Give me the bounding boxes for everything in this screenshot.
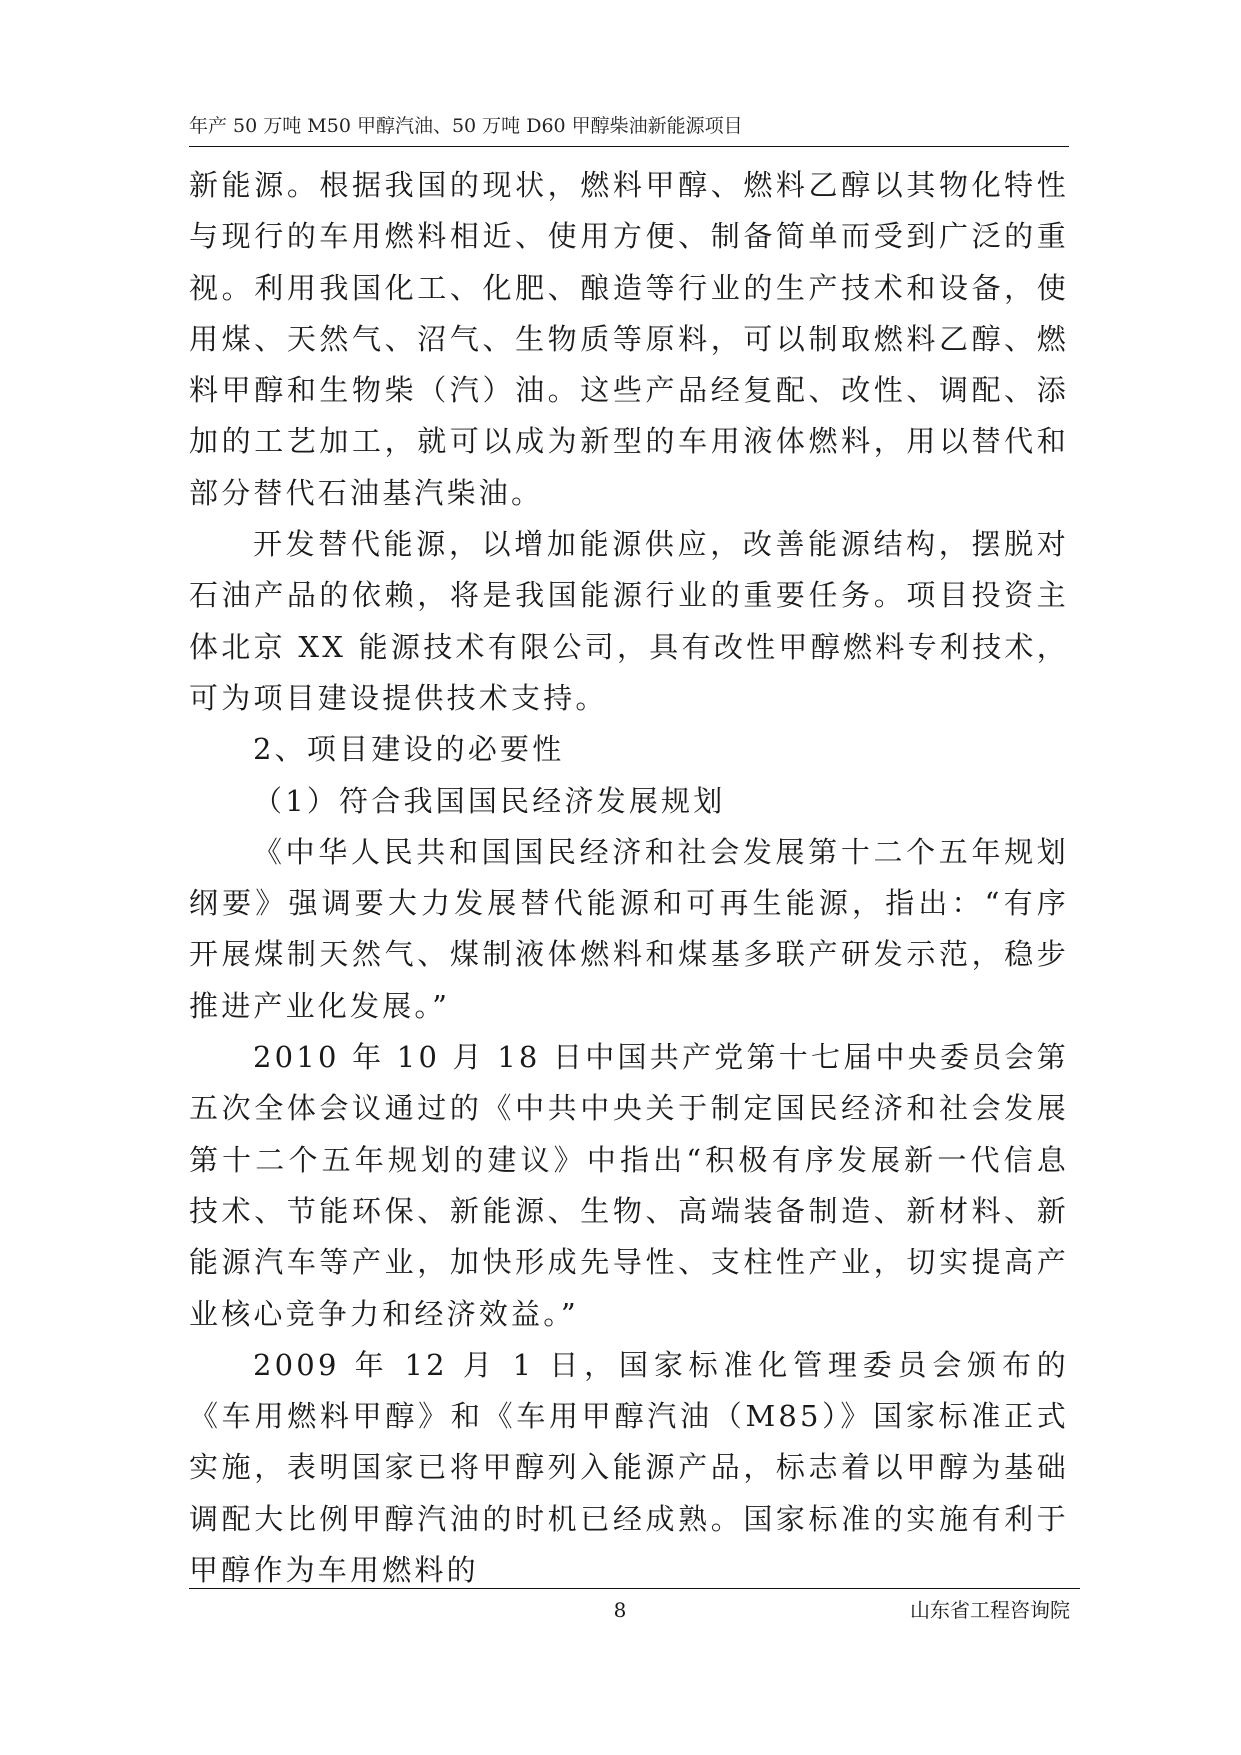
paragraph-national-standard: 2009 年 12 月 1 日，国家标准化管理委员会颁布的《车用燃料甲醇》和《车用甲醇汽油（M85）》国家标准正式实施，表明国家已将甲醇列入能源产品，标志着以甲醇为基础调配大比例甲醇汽油的时机已经成熟。国家标准的实施有利于甲醇作为车用燃料的: [189, 1347, 1069, 1588]
footer-divider: [189, 1588, 1080, 1589]
subsection-heading: （1）符合我国国民经济发展规划: [253, 783, 726, 818]
paragraph-alternative-energy: 开发替代能源，以增加能源供应，改善能源结构，摆脱对石油产品的依赖，将是我国能源行业的重要任务。项目投资主体北京 XX 能源技术有限公司，具有改性甲醇燃料专利技术，可为项目建设提供技术支持。: [189, 527, 1069, 715]
running-header: 年产 50 万吨 M50 甲醇汽油、50 万吨 D60 甲醇柴油新能源项目: [189, 115, 743, 137]
paragraph-continuation: 新能源。根据我国的现状，燃料甲醇、燃料乙醇以其物化特性与现行的车用燃料相近、使用方便、制备简单而受到广泛的重视。利用我国化工、化肥、酿造等行业的生产技术和设备，使用煤、天然气、沼气、生物质等原料，可以制取燃料乙醇、燃料甲醇和生物柴（汽）油。这些产品经复配、改性、调配、添加的工艺加工，就可以成为新型的车用液体燃料，用以替代和部分替代石油基汽柴油。: [189, 168, 1069, 510]
paragraph-central-committee: 2010 年 10 月 18 日中国共产党第十七届中央委员会第五次全体会议通过的《中共中央关于制定国民经济和社会发展第十二个五年规划的建议》中指出“积极有序发展新一代信息技术、节能环保、新能源、生物、高端装备制造、新材料、新能源汽车等产业，加快形成先导性、支柱性产业，切实提高产业核心竞争力和经济效益。”: [189, 1040, 1069, 1331]
section-heading: 2、项目建设的必要性: [253, 732, 565, 767]
header-divider: [189, 146, 1069, 147]
page-number: 8: [613, 1598, 627, 1622]
organization-name: 山东省工程咨询院: [910, 1598, 1070, 1622]
page-body: [189, 160, 1069, 1596]
paragraph-five-year-plan: 《中华人民共和国国民经济和社会发展第十二个五年规划纲要》强调要大力发展替代能源和可再生能源，指出：“有序开展煤制天然气、煤制液体燃料和煤基多联产研发示范，稳步推进产业化发展。”: [189, 834, 1069, 1023]
